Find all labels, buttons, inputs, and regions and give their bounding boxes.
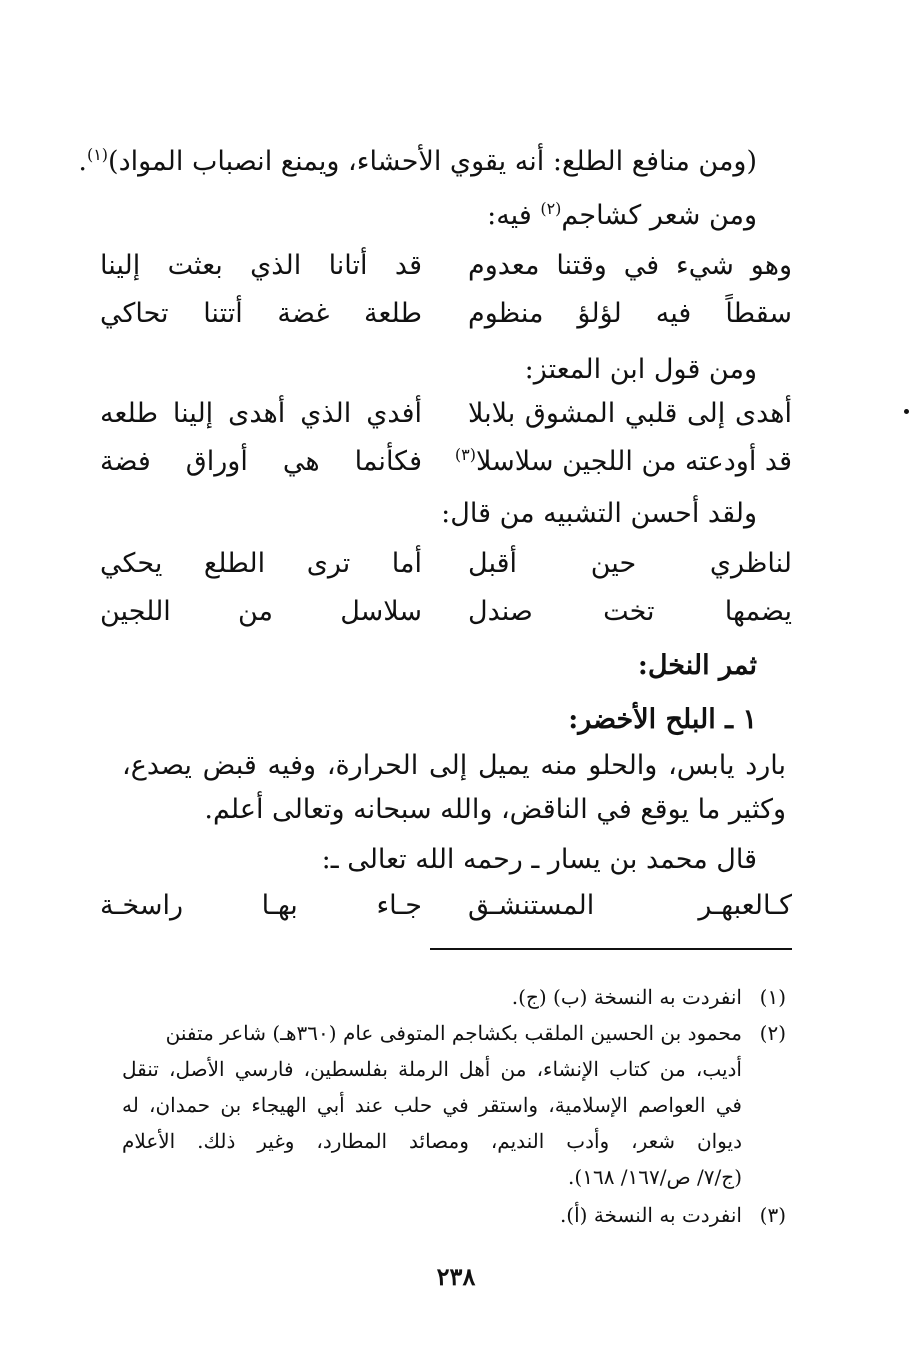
paragraph-ibn-almutazz-intro: ومن قول ابن المعتز: [524, 354, 757, 385]
footnote-2-line5: (ج/٧/ ص/١٦٧/ ١٦٨). [568, 1165, 742, 1189]
poem1-verse2-first-hemistich: طلعة غضة أتتنا تحاكي [100, 298, 422, 329]
paragraph-kushajim-intro [487, 196, 757, 236]
poem2-verse1-first-hemistich: أفدي الذي أهدى إلينا طلعه [100, 398, 422, 429]
poem2-verse2-second-hemistich [454, 442, 792, 482]
footnote-text: محمود بن الحسين الملقب بكشاجم المتوفى عام (٣٦٠هـ) شاعر متفنن [165, 1021, 742, 1045]
page-number: ٢٣٨ [436, 1262, 476, 1291]
poem3-verse1-second-hemistich: لناظري حين أقبل [468, 548, 792, 579]
paragraph-green-dates-line2: وكثير ما يوقع في الناقض، والله سبحانه وتعالى أعلم. [204, 794, 786, 825]
poem4-verse1-first-hemistich: جـاء بهـا راسخـة [100, 890, 422, 921]
footnote-1 [512, 982, 786, 1012]
scan-speck [904, 409, 909, 414]
footnote-text: انفردت به النسخة (أ). [559, 1203, 742, 1227]
poem4-verse1-second-hemistich: كـالعبهـر المستنشـق [468, 890, 792, 921]
paragraph-green-dates-line1: بارد يابس، والحلو منه يميل إلى الحرارة، وفيه قبض يصدع، [122, 750, 786, 781]
poem3-verse2-second-hemistich: يضمها تخت صندل [468, 596, 792, 627]
hemistich-text: قد أودعته من اللجين سلاسلا [476, 446, 792, 477]
footnote-3 [560, 1200, 786, 1230]
footnote-text: انفردت به النسخة (ب) (ج). [511, 985, 742, 1009]
paragraph-benefits-of-spathe [78, 142, 757, 182]
poem2-verse1-second-hemistich: أهدى إلى قلبي المشوق بلابلا [468, 398, 792, 429]
paragraph-text: (ومن منافع الطلع: أنه يقوي الأحشاء، ويمنع انصباب المواد) [108, 146, 757, 177]
footnote-separator [430, 948, 792, 950]
footnote-2-line4: ديوان شعر، وأدب النديم، ومصائد المطارد، وغير ذلك. الأعلام [122, 1129, 742, 1153]
heading-palm-fruit: ثمر النخل: [637, 650, 757, 681]
poem3-verse2-first-hemistich: سلاسل من اللجين [100, 596, 422, 627]
footnote-number: (٣) [759, 1203, 786, 1227]
poem1-verse2-second-hemistich: سقطاً فيه لؤلؤ منظوم [468, 298, 792, 329]
footnote-2-line2: أديب، من كتاب الإنشاء، من أهل الرملة بفلسطين، فارسي الأصل، تنقل [122, 1057, 742, 1081]
footnote-ref-3: (٣) [454, 445, 477, 464]
footnote-number: (١) [759, 985, 786, 1009]
paragraph-muhammad-ibn-yasar-intro: قال محمد بن يسار ـ رحمه الله تعالى ـ: [321, 844, 757, 875]
footnote-ref-2: (٢) [540, 199, 562, 218]
poem3-verse1-first-hemistich: أما ترى الطلع يحكي [100, 548, 422, 579]
poem1-verse1-first-hemistich: قد أتانا الذي بعثت إلينا [100, 250, 422, 281]
footnote-ref-1: (١) [86, 145, 109, 164]
heading-green-dates: ١ ـ البلح الأخضر: [568, 704, 757, 735]
poem1-verse1-second-hemistich: وهو شيء في وقتنا معدوم [468, 250, 792, 281]
paragraph-text: ومن شعر كشاجم [561, 200, 757, 231]
footnote-number: (٢) [759, 1021, 786, 1045]
footnote-2-line1 [166, 1018, 786, 1048]
paragraph-best-simile-intro: ولقد أحسن التشبيه من قال: [441, 498, 757, 529]
footnote-2-line3: في العواصم الإسلامية، واستقر في حلب عند أبي الهيجاء بن حمدان، له [122, 1093, 742, 1117]
paragraph-end-text: فيه: [487, 200, 541, 231]
poem2-verse2-first-hemistich: فكأنما هي أوراق فضة [100, 446, 422, 477]
paragraph-end-punct: . [78, 146, 87, 177]
